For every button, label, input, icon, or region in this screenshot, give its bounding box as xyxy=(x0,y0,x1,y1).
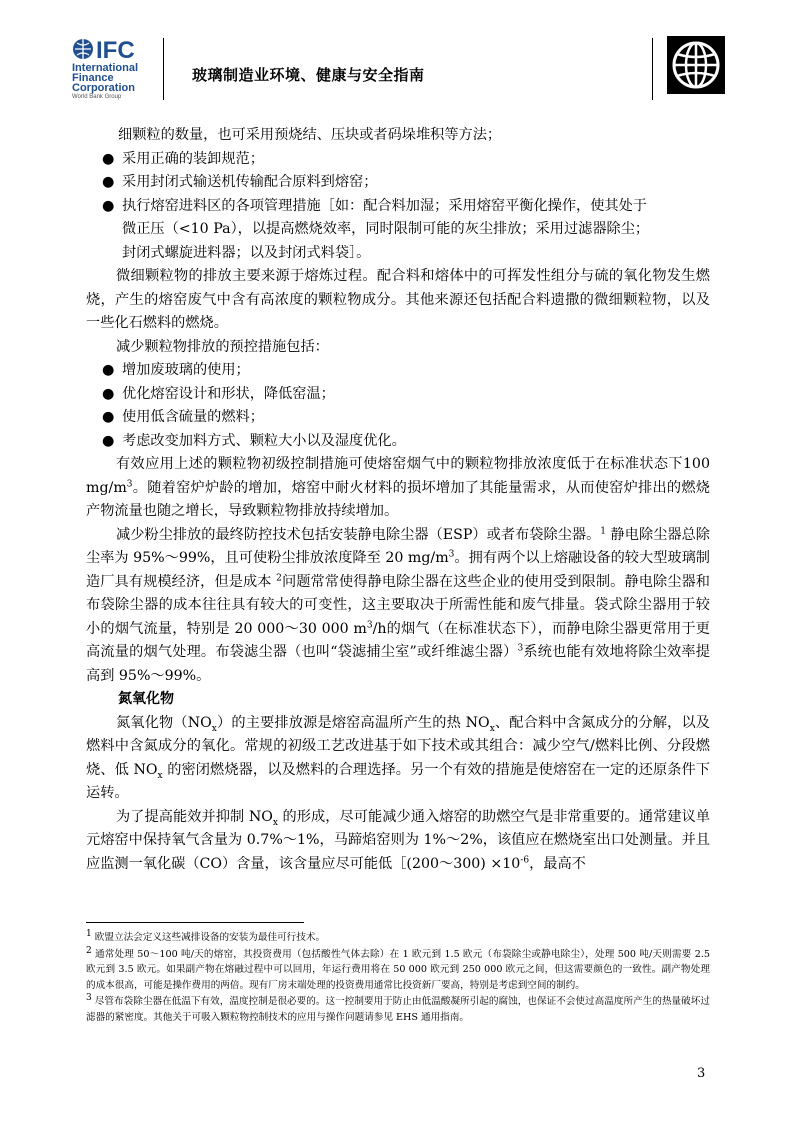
footnote xyxy=(86,994,710,1025)
list-item xyxy=(86,430,710,454)
text-run: 为了提高能效并抑制 NO xyxy=(116,808,273,825)
ifc-logo xyxy=(72,36,164,100)
subscript: x xyxy=(157,770,163,781)
footnote xyxy=(86,930,710,946)
paragraph: 微细颗粒物的排放主要来源于熔炼过程。配合料和熔体中的可挥发性组分与硫的氧化物发生燃烧，产生的熔窑废气中含有高浓度的颗粒物成分。其他来源还包括配合料遗撒的微细颗粒物，以及一些化石燃料的燃烧。 xyxy=(86,268,710,331)
subscript: x xyxy=(211,723,217,734)
footnote-ref[interactable]: 3 xyxy=(517,643,524,654)
footnote-text: 尽管布袋除尘器在低温下有效，温度控制是很必要的。这一控制要用于防止由低温酸凝所引起的腐蚀，也保证不会使过高温度所产生的热量破坏过滤器的紧密度。其他关于可吸入颗粒物控制技术的应用与操作问题请参见 EHS 通用指南。 xyxy=(86,996,710,1023)
paragraph xyxy=(86,806,710,877)
bullet-icon: ● xyxy=(102,362,115,378)
svg-text:IFC: IFC xyxy=(96,37,135,62)
list-item xyxy=(86,406,710,430)
subscript: x xyxy=(489,723,495,734)
text-run: 氮氧化物（NO xyxy=(116,714,212,731)
list-item-text: 增加废玻璃的使用； xyxy=(122,362,250,378)
list-item xyxy=(86,359,710,383)
footnote-number: 1 xyxy=(86,928,92,939)
paragraph: 减少颗粒物排放的预控措施包括： xyxy=(116,338,329,355)
subscript: x xyxy=(272,817,278,828)
text-run: 静电除尘器总除尘率为 95%～99%，且可使粉尘排放浓度降至 20 mg/m xyxy=(86,526,710,566)
superscript: 3 xyxy=(448,549,455,560)
section-heading: 氮氧化物 xyxy=(118,691,174,707)
footnote-ref[interactable]: 1 xyxy=(600,525,607,536)
list-item-text: 封闭式螺旋进料器；以及封闭式料袋］。 xyxy=(122,244,371,261)
footnote-text: 欧盟立法会定义这些减排设备的安装为最佳可行技术。 xyxy=(91,932,326,943)
logo-line-1: International xyxy=(72,62,139,74)
ifc-logo-icon xyxy=(72,36,164,62)
world-bank-globe-icon xyxy=(667,36,725,94)
list-item xyxy=(86,171,710,195)
text-run: 有效应用上述的颗粒物初级控制措施可使熔窑烟气中的颗粒物排放浓度低于在标准状态下100 mg/m xyxy=(86,456,710,496)
paragraph xyxy=(86,712,710,806)
list-item-text: 考虑改变加料方式、颗粒大小以及湿度优化。 xyxy=(122,432,406,449)
bullet-icon: ● xyxy=(102,432,115,449)
list-item-text: 采用封闭式输送机传输配合原料到熔窑； xyxy=(122,174,378,190)
text-run: 系统也能有效地将除尘效率提高到 95%～99%。 xyxy=(86,644,710,684)
list-item-text: 使用低含硫量的燃料； xyxy=(122,409,264,425)
bullet-icon: ● xyxy=(102,150,115,167)
bullet-icon: ● xyxy=(102,385,115,402)
footnote xyxy=(86,947,710,994)
document-body xyxy=(86,124,710,876)
text-run: 的形成，尽可能减少通入熔窑的助燃空气是非常重要的。通常建议单元熔窑中保持氧气含量为 0.7%～1%，马蹄焰窑则为 1%～2%，该值应在燃烧室出口处测量。并且应监测一氧化碳（CO）含量，该含量应尽可能低［(200～300) ×10 xyxy=(86,808,711,872)
text-run: /h的烟气（在标准状态下），而静电除尘器更常用于更高流量的烟气处理。布袋滤尘器（也叫“袋滤捕尘室”或纤维滤尘器） xyxy=(86,620,710,660)
text-run: ）的主要排放源是熔窑高温所产生的热 NO xyxy=(216,714,490,731)
header-divider-right xyxy=(652,38,653,100)
superscript: 3 xyxy=(126,478,133,489)
logo-line-2: Finance xyxy=(72,72,114,84)
list-item-text: 优化熔窑设计和形状，降低窑温； xyxy=(122,385,335,402)
text-run: ，最高不 xyxy=(529,855,586,872)
list-item xyxy=(86,195,710,266)
list-item-text: 微正压（<10 Pa），以提高燃烧效率，同时限制可能的灰尘排放；采用过滤器除尘； xyxy=(122,221,650,237)
list-item xyxy=(86,383,710,407)
header-divider-left xyxy=(163,38,164,100)
page-header xyxy=(0,0,793,110)
text-run: 。随着窑炉炉龄的增加，熔窑中耐火材料的损坏增加了其能量需求，从而使窑炉排出的燃烧产物流量也随之增长，导致颗粒物排放持续增加。 xyxy=(86,479,710,519)
footnote-ref[interactable]: 2 xyxy=(276,572,282,583)
footnotes xyxy=(86,930,710,1026)
logo-line-3: Corporation xyxy=(72,82,135,94)
bullet-icon: ● xyxy=(102,197,115,214)
text-run: 减少粉尘排放的最终防控技术包括安装静电除尘器（ESP）或者布袋除尘器。 xyxy=(116,526,601,543)
superscript: 3 xyxy=(366,619,373,630)
logo-group-line: World Bank Group xyxy=(72,94,122,100)
ifc-logo-text xyxy=(72,63,138,101)
footnote-number: 2 xyxy=(86,945,92,956)
bullet-icon: ● xyxy=(102,409,115,425)
paragraph xyxy=(86,524,710,689)
footnote-number: 3 xyxy=(86,992,92,1003)
text-run: 、配合料中含氮成分的分解，以及燃料中含氮成分的氧化。常规的初级工艺改进基于如下技术或其组合：减少空气/燃料比例、分段燃烧、低 NO xyxy=(86,714,710,778)
footnote-separator xyxy=(86,922,304,923)
list-item xyxy=(86,148,710,172)
continued-text: 细颗粒的数量，也可采用预烧结、压块或者码垛堆积等方法； xyxy=(118,127,502,143)
document-title: 玻璃制造业环境、健康与安全指南 xyxy=(192,66,425,84)
text-run: 问题常常使得静电除尘器在这些企业的使用受到限制。静电除尘器和布袋除尘器的成本往往具有较大的可变性，这主要取决于所需性能和废气排量。袋式除尘器用于较小的烟气流量，特别是 20 000～30 000 m xyxy=(86,573,710,637)
text-run: 。拥有两个以上熔融设备的较大型玻璃制造厂具有规模经济，但是成本 xyxy=(86,550,710,590)
bullet-icon: ● xyxy=(102,174,115,190)
paragraph xyxy=(86,453,710,524)
superscript: -6 xyxy=(520,854,530,865)
footnote-text: 通常处理 50～100 吨/天的熔窑，其投资费用（包括酸性气体去除）在 1 欧元到 1.5 欧元（布袋除尘或静电除尘），处理 500 吨/天则需要 2.5 欧元到 3.5 欧元。如果副产物在熔融过程中可以回用，年运行费用将在 50 000 欧元到 250 000 欧元之间，但这需要颜色的一致性。副产物处理的成本很高，可能是操作费用的两倍。现有厂房末端处理的投资费用通常比投资新厂要高，特别是考虑到空间的制约。 xyxy=(86,948,710,991)
list-item-text: 采用正确的装卸规范； xyxy=(122,150,264,167)
page-number: 3 xyxy=(697,1066,706,1081)
text-run: 的密闭燃烧器，以及燃料的合理选择。另一个有效的措施是使熔窑在一定的还原条件下运转。 xyxy=(86,761,710,801)
list-item-text: 执行熔窑进料区的各项管理措施［如：配合料加湿；采用熔窑平衡化操作，使其处于 xyxy=(122,197,647,214)
